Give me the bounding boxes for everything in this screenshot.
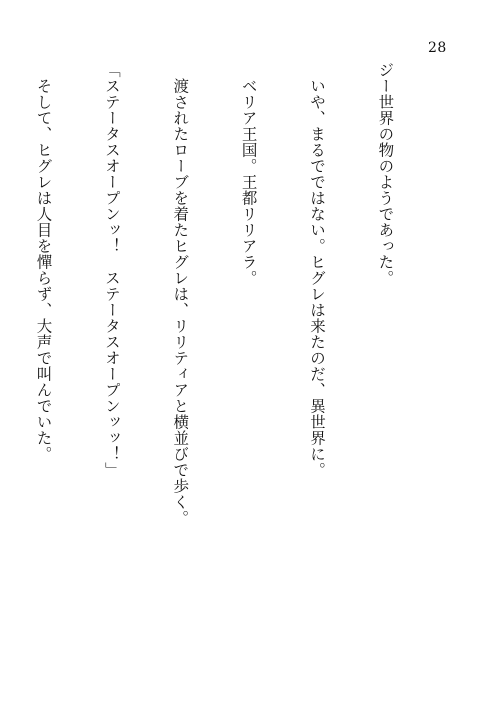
text-line: いや、まるでではない。ヒグレは来たのだ、異世界に。 — [308, 62, 327, 478]
text-line: ベリア王国。王都リリアラ。 — [239, 62, 258, 286]
text-line: 渡されたローブを着たヒグレは、リリティアと横並びで歩く。 — [171, 62, 190, 526]
page-number: 28 — [428, 40, 447, 56]
text-line: 「ステータスオープンッ！ ステータスオープンッッ！」 — [102, 62, 121, 478]
text-line: そして、ヒグレは人目を憚らず、大声で叫んでいた。 — [34, 62, 53, 462]
novel-text-body — [0, 62, 442, 690]
text-line: ジー世界の物のようであった。 — [376, 62, 395, 286]
